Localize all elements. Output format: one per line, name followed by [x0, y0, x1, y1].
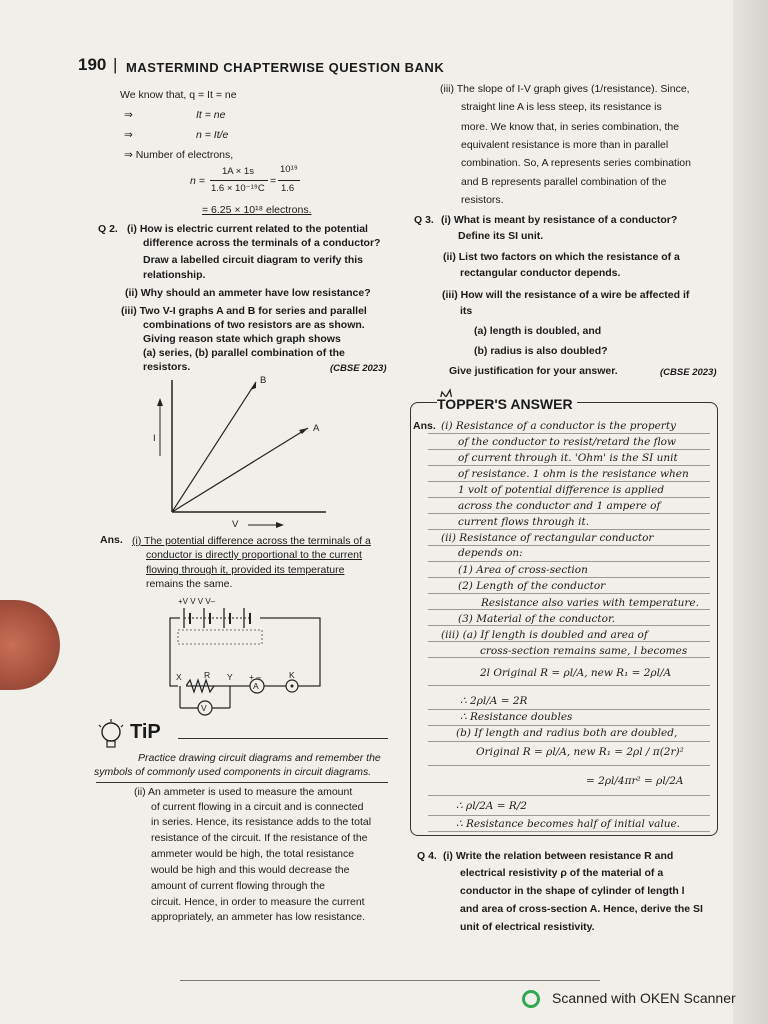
q2-line-7: combinations of two resistors are as shown. — [143, 319, 365, 331]
q2-source: (CBSE 2023) — [330, 363, 387, 374]
q2-line-10: resistors. — [143, 361, 191, 373]
topper-line-7: current flows through it. — [458, 516, 590, 528]
rule — [428, 513, 710, 514]
topper-line-9: depends on: — [458, 547, 523, 559]
rule — [428, 481, 710, 482]
part-ii-line-3: in series. Hence, its resistance adds to the total — [151, 816, 372, 828]
ans-i-line-4: remains the same. — [146, 578, 233, 590]
rule — [428, 561, 710, 562]
circuit-y: Y — [227, 672, 233, 682]
topper-line-5: 1 volt of potential difference is applied — [458, 484, 665, 496]
rule — [428, 449, 710, 450]
graph-line-a — [172, 428, 308, 512]
topper-line-16: 2l Original R = ρl/A, new R₁ = 2ρl/A — [480, 667, 672, 679]
topper-line-21: = 2ρl/4πr² = ρl/2A — [586, 775, 684, 787]
q4-line-4: and area of cross-section A. Hence, derive the SI — [460, 903, 703, 915]
key-dot — [291, 685, 294, 688]
rule — [428, 815, 710, 816]
graph-line-b — [172, 382, 256, 512]
q3-line-8: (b) radius is also doubled? — [474, 345, 608, 357]
q3-line-9: Give justification for your answer. — [449, 365, 618, 377]
graph-axis-v: V — [232, 519, 239, 530]
fraction-den: 1.6 × 10⁻¹⁹C — [211, 183, 265, 194]
q2-line-2: difference across the terminals of a conductor? — [143, 237, 381, 249]
q2-line-1: (i) How is electric current related to the potential — [127, 223, 368, 235]
ans-i-line-2: conductor is directly proportional to the current — [146, 549, 362, 561]
lightbulb-icon — [96, 718, 130, 752]
tip-line-2: symbols of commonly used components in circuit diagrams. — [94, 766, 372, 778]
part-iii-line-7: resistors. — [461, 194, 504, 206]
rule — [428, 529, 710, 530]
topper-line-8: (ii) Resistance of rectangular conductor — [441, 532, 654, 544]
topper-line-12: Resistance also varies with temperature. — [481, 597, 699, 609]
intro-result: = 6.25 × 10¹⁸ electrons. — [202, 204, 312, 216]
rule — [428, 685, 710, 686]
graph-label-b: B — [260, 375, 267, 386]
part-ii-line-2: of current flowing in a circuit and is connected — [151, 801, 364, 813]
topper-line-10: (1) Area of cross-section — [458, 564, 588, 576]
q3-label: Q 3. — [414, 214, 434, 226]
circuit-diagram — [150, 600, 330, 720]
q3-line-5: (iii) How will the resistance of a wire be affected if — [442, 289, 690, 301]
q3-line-3: (ii) List two factors on which the resistance of a — [443, 251, 680, 263]
rule — [428, 831, 710, 832]
q2-line-4: relationship. — [143, 269, 206, 281]
part-ii-line-6: would be high and this would decrease the — [151, 864, 350, 876]
topper-line-18: ∴ Resistance doubles — [460, 711, 573, 723]
intro-line-4: ⇒ Number of electrons, — [124, 149, 234, 161]
topper-line-19: (b) If length and radius both are doubled, — [456, 727, 678, 739]
q2-line-3: Draw a labelled circuit diagram to verify this — [143, 254, 363, 266]
q3-line-4: rectangular conductor depends. — [460, 267, 621, 279]
topper-line-20: Original R = ρl/A, new R₁ = 2ρl / π(2r)² — [476, 746, 684, 758]
topper-line-22: ∴ ρl/2A = R/2 — [456, 800, 527, 812]
fraction-n: n = — [190, 175, 205, 187]
intro-line-3: n = It/e — [196, 129, 229, 141]
q3-line-2: Define its SI unit. — [458, 230, 544, 242]
q2-line-9: (a) series, (b) parallel combination of the — [143, 347, 345, 359]
graph-i-arrowhead — [157, 398, 163, 406]
rule — [428, 577, 710, 578]
scanner-watermark: Scanned with OKEN Scanner — [552, 990, 736, 1006]
rule — [428, 795, 710, 796]
q4-label: Q 4. — [417, 850, 437, 862]
part-iii-line-1: (iii) The slope of I-V graph gives (1/resistance). Since, — [440, 83, 690, 95]
tip-bottom-rule — [96, 782, 388, 783]
header-brand: MASTERMIND CHAPTERWISE QUESTION BANK — [126, 60, 445, 75]
rule — [428, 465, 710, 466]
part-iii-line-2: straight line A is less steep, its resistance is — [461, 101, 662, 113]
tip-line-1: Practice drawing circuit diagrams and remember the — [138, 752, 381, 764]
part-ii-line-7: amount of current flowing through the — [151, 880, 325, 892]
bottom-rule — [180, 980, 600, 981]
topper-line-3: of current through it. 'Ohm' is the SI unit — [458, 452, 678, 464]
topper-line-14: (iii) (a) If length is doubled and area of — [441, 629, 648, 641]
thumb-photo — [0, 600, 60, 690]
part-iii-line-6: and B represents parallel combination of the — [461, 176, 667, 188]
q4-line-1: (i) Write the relation between resistance R and — [443, 850, 674, 862]
fraction-eq: = — [270, 175, 277, 187]
rule — [428, 741, 710, 742]
ans-i-line-3: flowing through it, provided its temperature — [146, 564, 345, 576]
q3-line-7: (a) length is doubled, and — [474, 325, 602, 337]
battery-dashed-box — [178, 630, 262, 644]
topper-line-15: cross-section remains same, l becomes — [480, 645, 688, 657]
circuit-pm: + – — [249, 672, 262, 682]
q3-line-1: (i) What is meant by resistance of a conductor? — [441, 214, 678, 226]
topper-line-2: of the conductor to resist/retard the flow — [458, 436, 676, 448]
part-ii-line-1: (ii) An ammeter is used to measure the amount — [134, 786, 353, 798]
part-iii-line-5: combination. So, A represents series combination — [461, 157, 691, 169]
q4-line-3: conductor in the shape of cylinder of length l — [460, 885, 685, 897]
circuit-r: R — [204, 670, 211, 680]
intro-line-2: It = ne — [196, 109, 226, 121]
topper-line-6: across the conductor and 1 ampere of — [458, 500, 661, 512]
intro-line-1: We know that, q = It = ne — [120, 89, 237, 101]
part-ii-line-9: appropriately, an ammeter has low resistance. — [151, 911, 365, 923]
implies-1: ⇒ — [124, 109, 133, 121]
page-edge-shadow — [733, 0, 768, 1024]
battery-gap — [180, 610, 260, 630]
topper-ans-label: Ans. — [413, 420, 436, 432]
q3-source: (CBSE 2023) — [660, 367, 717, 378]
rule — [428, 433, 710, 434]
topper-title: TOPPER'S ANSWER — [437, 397, 577, 411]
graph-label-a: A — [313, 423, 320, 434]
rule — [428, 497, 710, 498]
topper-line-13: (3) Material of the conductor. — [458, 613, 616, 625]
rule — [428, 593, 710, 594]
tip-rule — [178, 738, 388, 739]
q2-line-6: (iii) Two V-I graphs A and B for series and parallel — [121, 305, 367, 317]
q4-line-5: unit of electrical resistivity. — [460, 921, 595, 933]
q2-line-8: Giving reason state which graph shows — [143, 333, 341, 345]
topper-line-11: (2) Length of the conductor — [458, 580, 606, 592]
part-ii-line-8: circuit. Hence, in order to measure the current — [151, 896, 365, 908]
fraction2-bar — [278, 180, 300, 181]
q2-line-5: (ii) Why should an ammeter have low resistance? — [125, 287, 371, 299]
part-iii-line-4: equivalent resistance is more than in parallel — [461, 139, 669, 151]
topper-line-4: of resistance. 1 ohm is the resistance when — [458, 468, 689, 480]
ans-i-line-1: (i) The potential difference across the terminals of a — [132, 535, 371, 547]
graph-axis-i: I — [153, 433, 156, 444]
topper-line-23: ∴ Resistance becomes half of initial value. — [456, 818, 681, 830]
part-iii-line-3: more. We know that, in series combination, the — [461, 121, 680, 133]
q2-label: Q 2. — [98, 223, 118, 235]
topper-line-1: (i) Resistance of a conductor is the property — [441, 420, 676, 432]
part-ii-line-5: ammeter would be high, the total resistance — [151, 848, 355, 860]
battery-labels: +V V V V– — [178, 597, 216, 606]
scanner-logo-icon — [522, 990, 540, 1008]
vi-graph — [150, 372, 330, 532]
q4-line-2: electrical resistivity ρ of the material of a — [460, 867, 664, 879]
fraction-num: 1A × 1s — [222, 166, 254, 177]
rule — [428, 765, 710, 766]
circuit-ammeter-label: A — [253, 681, 259, 691]
ans-label: Ans. — [100, 534, 123, 546]
fraction-bar — [210, 180, 268, 181]
header-separator: | — [113, 55, 118, 74]
topper-line-17: ∴ 2ρl/A = 2R — [460, 695, 528, 707]
fraction2-num: 10¹⁹ — [280, 164, 298, 175]
circuit-x: X — [176, 672, 182, 682]
tip-title: TiP — [130, 721, 161, 743]
graph-v-arrowhead — [276, 522, 284, 528]
page-number: 190 — [78, 55, 107, 74]
circuit-k: K — [289, 670, 295, 680]
circuit-voltmeter-label: V — [201, 703, 207, 713]
part-ii-line-4: resistance of the circuit. If the resistance of the — [151, 832, 368, 844]
implies-2: ⇒ — [124, 129, 133, 141]
q3-line-6: its — [460, 305, 473, 317]
fraction2-den: 1.6 — [281, 183, 295, 194]
